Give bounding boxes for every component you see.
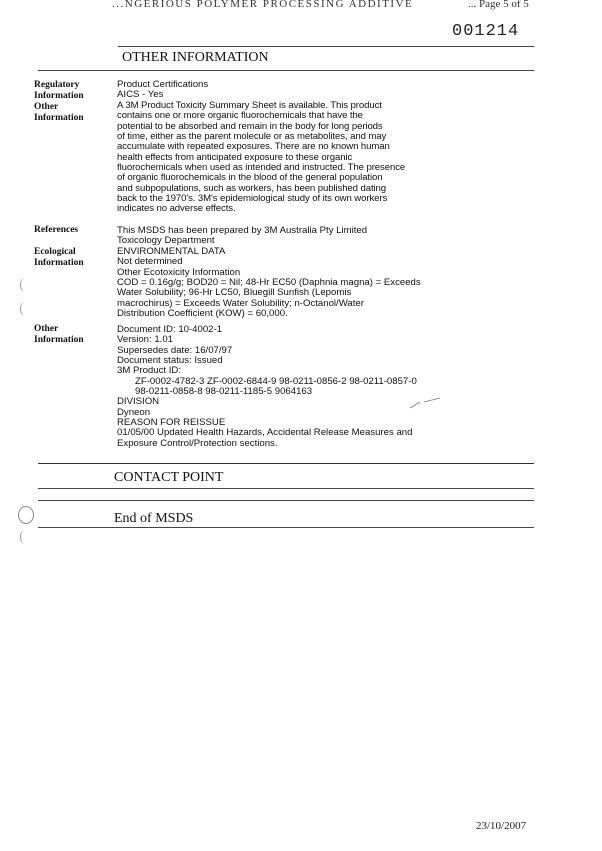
section-rule [38, 488, 534, 489]
supersedes-date: Supersedes date: 16/07/97 [117, 344, 233, 356]
label-other-information-2: Other Information [34, 324, 84, 345]
end-of-msds: End of MSDS [114, 511, 194, 526]
reason-text: Exposure Control/Protection sections. [117, 437, 278, 449]
section-heading-other-information: OTHER INFORMATION [122, 50, 269, 65]
document-details [117, 325, 497, 449]
print-date: 23/10/2007 [476, 820, 527, 832]
product-ids-row: 98-0211-0858-8 98-0211-1185-5 9064163 [135, 386, 313, 398]
header-garbled-title: ...NGERIOUS POLYMER PROCESSING ADDITIVE [112, 0, 414, 10]
ecological-text: ENVIRONMENTAL DATA Not determined Other Ecotoxicity Information COD = 0.16g/g; BOD20 = Nil; 48-Hr EC50 (Daphnia magna) = Exceeds Water Solubility; 96-Hr LC50, Bluegill Sunfish (Lepomis macrochirus) = Exceeds Water Solubility; n-Octanol/Water Distribution Coefficient (KOW) = 60,000. [117, 246, 421, 320]
product-id-label: 3M Product ID: [117, 365, 181, 377]
product-ids-row: ZF-0002-4782-3 ZF-0002-6844-9 98-0211-0856-2 98-0211-0857-0 [135, 375, 417, 387]
document-status: Document status: Issued [117, 355, 223, 367]
page-number: ... Page 5 of 5 [468, 0, 529, 10]
document-number: 001214 [452, 22, 520, 41]
other-information-text: A 3M Product Toxicity Summary Sheet is available. This product contains one or more organic fluorochemicals that have the potential to be absorbed and remain in the body for long periods of time, either as the parent molecule or as metabolites, and may accumulate with repeated exposures. There are no known human health effects from anticipated exposure to these organic fluorochemicals when used as intended and instructed. The presence of organic fluorochemicals in the blood of the general population and subpopulations, such as workers, has been published dating back to the 1970's. 3M's epidemiological study of its own workers indicates no adverse effects. [117, 100, 406, 215]
reason-text: 01/05/00 Updated Health Hazards, Accidental Release Measures and [117, 427, 413, 439]
section-rule [38, 70, 534, 71]
section-heading-contact-point: CONTACT POINT [114, 470, 224, 485]
punch-hole-mark [20, 278, 30, 292]
document-id: Document ID: 10-4002-1 [117, 324, 223, 335]
division-label: DIVISION [117, 396, 160, 408]
punch-hole-mark [18, 506, 34, 524]
regulatory-text: Product Certifications AICS - Yes [117, 79, 209, 101]
references-text: This MSDS has been prepared by 3M Australia Pty Limited Toxicology Department [117, 225, 368, 247]
punch-hole-mark [20, 530, 30, 544]
label-regulatory-information: Regulatory Information [34, 80, 84, 101]
reason-label: REASON FOR REISSUE [117, 417, 226, 429]
section-rule [38, 500, 534, 501]
section-rule [118, 46, 534, 47]
section-rule [38, 527, 534, 528]
label-other-information: Other Information [34, 102, 84, 123]
division-value: Dyneon [117, 406, 151, 418]
label-ecological-information: Ecological Information [34, 247, 84, 268]
label-references: References [34, 225, 79, 235]
version: Version: 1.01 [117, 334, 174, 346]
pen-mark [408, 396, 442, 410]
section-rule [38, 463, 534, 464]
punch-hole-mark [20, 302, 30, 316]
